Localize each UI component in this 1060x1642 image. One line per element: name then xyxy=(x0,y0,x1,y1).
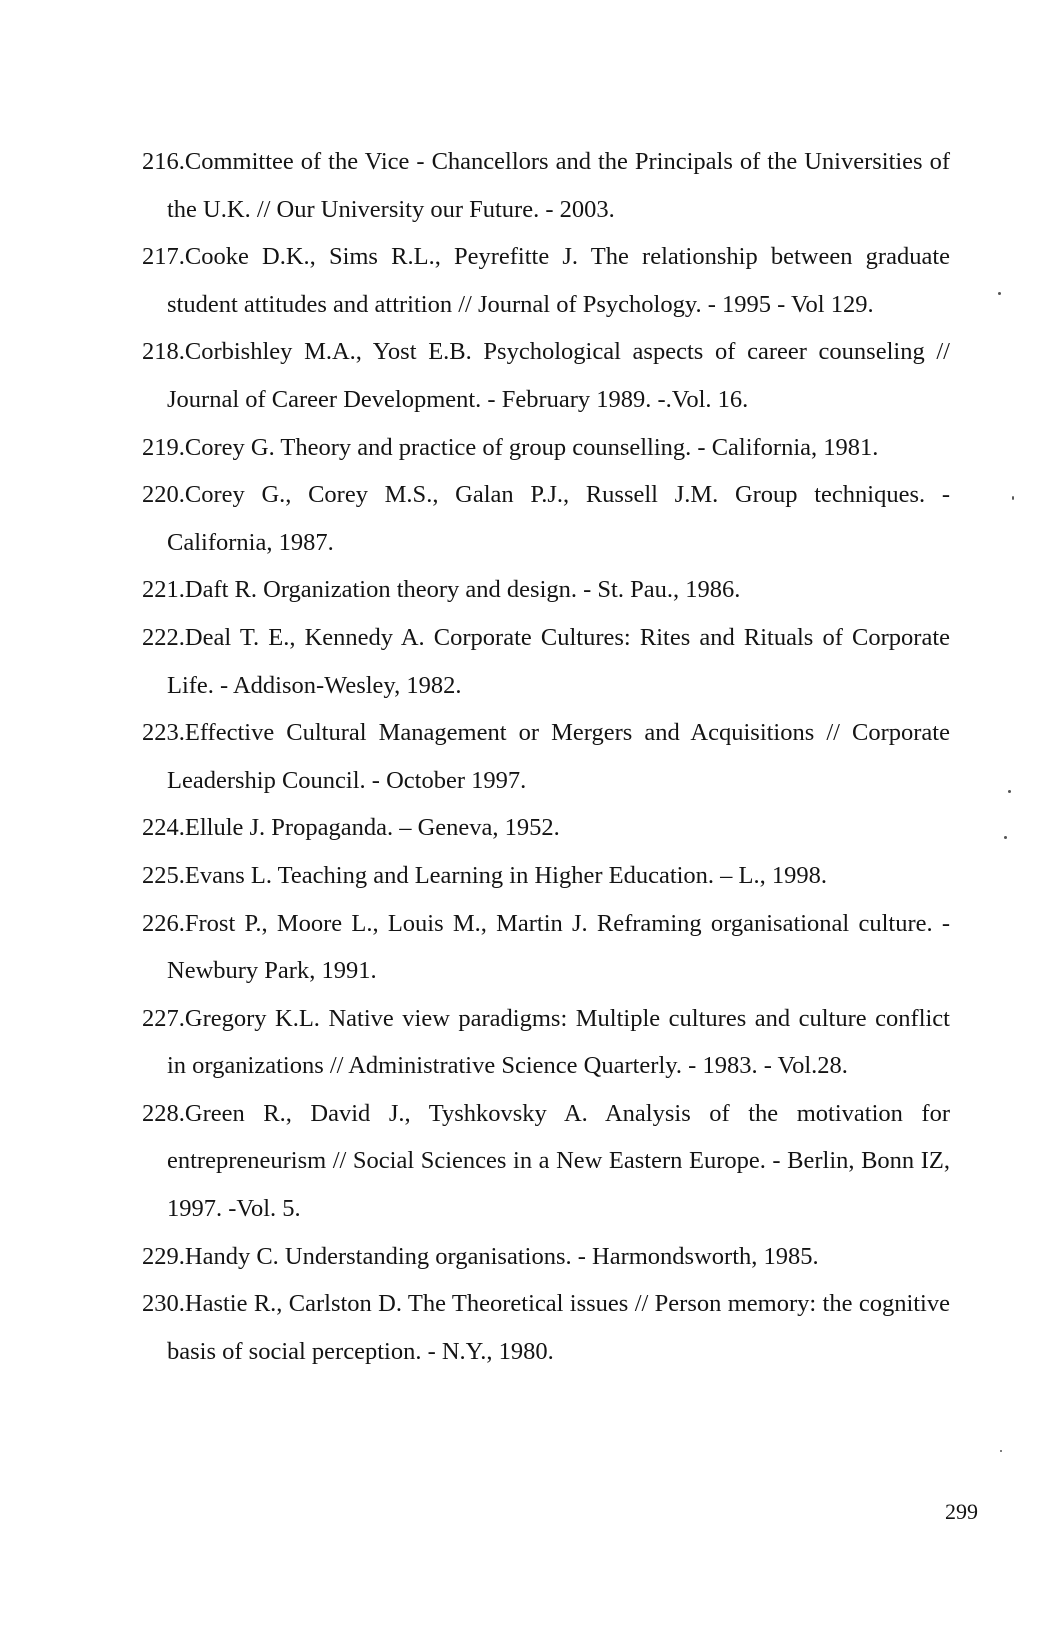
reference-item xyxy=(142,566,950,614)
reference-text: Handy C. Understanding organisations. - Harmondsworth, 1985. xyxy=(184,1242,819,1270)
reference-text: Evans L. Teaching and Learning in Higher Education. – L., 1998. xyxy=(184,861,828,889)
reference-number: 228. xyxy=(142,1099,185,1127)
reference-number: 225. xyxy=(142,861,185,889)
reference-text: Ellule J. Propaganda. – Geneva, 1952. xyxy=(184,814,560,842)
reference-item xyxy=(142,138,950,233)
reference-text: Effective Cultural Management or Mergers and Acquisitions // Corporate Leadership Council. - October 1997. xyxy=(167,719,950,794)
reference-item xyxy=(142,328,950,423)
scan-speck xyxy=(1004,836,1007,839)
reference-item xyxy=(142,900,950,995)
reference-text: Green R., David J., Tyshkovsky A. Analysis of the motivation for entrepreneurism // Social Sciences in a New Eastern Europe. - Berlin, Bonn IZ, 1997. -Vol. 5. xyxy=(167,1099,950,1223)
reference-text: Daft R. Organization theory and design. - St. Pau., 1986. xyxy=(184,576,741,604)
reference-text: Committee of the Vice - Chancellors and the Principals of the Universities of the U.K. // Our University our Future. - 2003. xyxy=(167,148,950,223)
reference-number: 219. xyxy=(142,433,185,461)
reference-number: 227. xyxy=(142,1004,185,1032)
reference-item xyxy=(142,614,950,709)
reference-list xyxy=(142,138,950,1375)
scan-speck xyxy=(998,292,1001,295)
reference-item xyxy=(142,471,950,566)
reference-number: 218. xyxy=(142,338,185,366)
reference-number: 220. xyxy=(142,481,185,509)
reference-item xyxy=(142,804,950,852)
reference-number: 229. xyxy=(142,1242,185,1270)
reference-text: Corbishley M.A., Yost E.B. Psychological aspects of career counseling // Journal of Career Development. - February 1989. -.Vol. 16. xyxy=(167,338,950,413)
reference-number: 217. xyxy=(142,243,185,271)
reference-item xyxy=(142,1280,950,1375)
reference-number: 226. xyxy=(142,909,185,937)
reference-text: Cooke D.K., Sims R.L., Peyrefitte J. The relationship between graduate student attitudes and attrition // Journal of Psychology. - 1995 - Vol 129. xyxy=(167,243,950,318)
reference-number: 223. xyxy=(142,719,185,747)
reference-number: 216. xyxy=(142,148,185,175)
reference-number: 224. xyxy=(142,814,185,842)
reference-item xyxy=(142,995,950,1090)
page-number: 299 xyxy=(945,1499,978,1524)
reference-item xyxy=(142,233,950,328)
reference-item xyxy=(142,1090,950,1233)
reference-text: Frost P., Moore L., Louis M., Martin J. Reframing organisational culture. - Newbury Park, 1991. xyxy=(167,909,950,985)
scan-speck xyxy=(1008,790,1011,793)
reference-text: Gregory K.L. Native view paradigms: Multiple cultures and culture conflict in organizations // Administrative Science Quarterly. - 1983. - Vol.28. xyxy=(167,1004,950,1080)
reference-text: Hastie R., Carlston D. The Theoretical issues // Person memory: the cognitive basis of social perception. - N.Y., 1980. xyxy=(167,1290,950,1365)
scan-speck xyxy=(1012,496,1014,500)
reference-number: 221. xyxy=(142,576,185,604)
reference-text: Corey G. Theory and practice of group counselling. - California, 1981. xyxy=(184,433,879,461)
reference-number: 222. xyxy=(142,623,185,651)
reference-number: 230. xyxy=(142,1290,185,1318)
scan-speck xyxy=(1000,1450,1002,1452)
reference-text: Corey G., Corey M.S., Galan P.J., Russell J.M. Group techniques. - California, 1987. xyxy=(167,481,950,556)
reference-item xyxy=(142,424,950,472)
reference-text: Deal T. E., Kennedy A. Corporate Cultures: Rites and Rituals of Corporate Life. - Addison-Wesley, 1982. xyxy=(167,623,950,699)
reference-item xyxy=(142,852,950,900)
reference-item xyxy=(142,709,950,804)
reference-item xyxy=(142,1233,950,1281)
